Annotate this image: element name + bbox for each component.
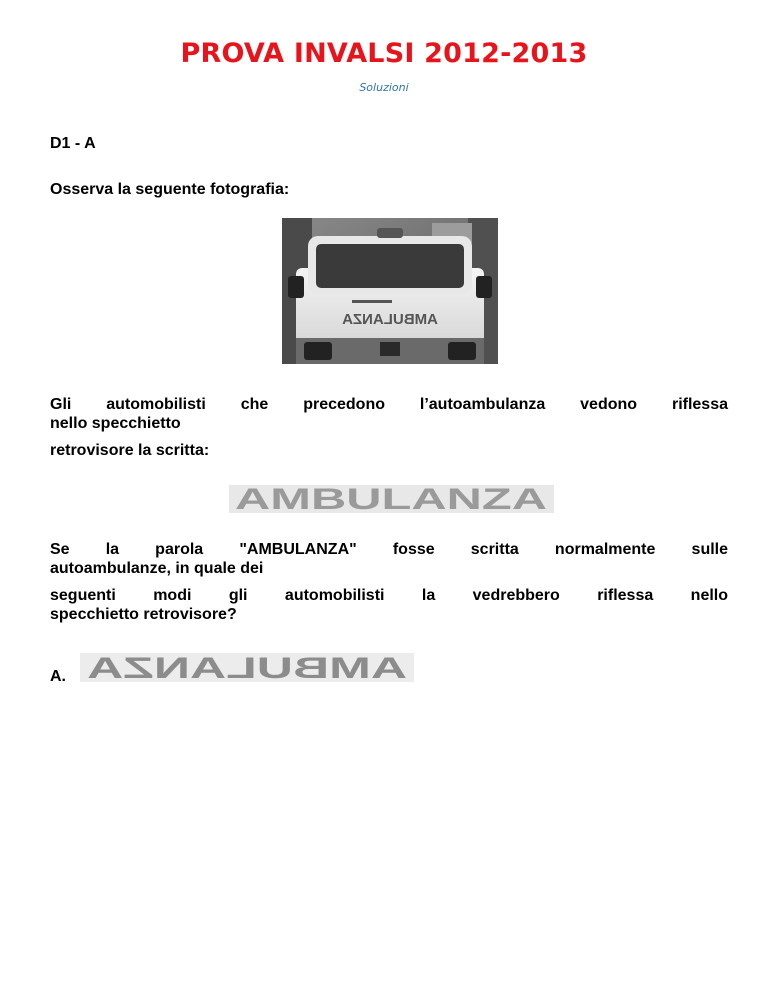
question-text-2-line-3: seguenti modi gli automobilisti la vedrebbero riflessa nello xyxy=(50,587,728,604)
question-text-2-line-2: autoambulanze, in quale dei xyxy=(50,560,264,577)
question-text-1-line-1: Gli automobilisti che precedono l’autoambulanza vedono riflessa xyxy=(50,396,728,413)
ambulance-photo xyxy=(282,218,498,364)
question-text-1-line-2: nello specchietto xyxy=(50,415,181,432)
reflected-word-text: AMBULANZA xyxy=(235,485,547,513)
question-text-2-line-1: Se la parola "AMBULANZA" fosse scritta normalmente sulle xyxy=(50,541,728,558)
option-a-image xyxy=(80,653,414,682)
page-title: PROVA INVALSI 2012-2013 xyxy=(180,38,588,69)
question-text-1-line-3: retrovisore la scritta: xyxy=(50,442,210,459)
option-a-label: A. xyxy=(50,668,66,685)
reflected-word-image xyxy=(229,485,554,513)
option-a-text: AMBULANZA xyxy=(87,653,407,682)
question-id: D1 - A xyxy=(50,135,96,152)
question-intro: Osserva la seguente fotografia: xyxy=(50,181,290,198)
question-text-2-line-4: specchietto retrovisore? xyxy=(50,606,237,623)
page-subtitle: Soluzioni xyxy=(359,81,409,94)
photo-mirrored-text: AMBULANZA xyxy=(342,311,438,328)
